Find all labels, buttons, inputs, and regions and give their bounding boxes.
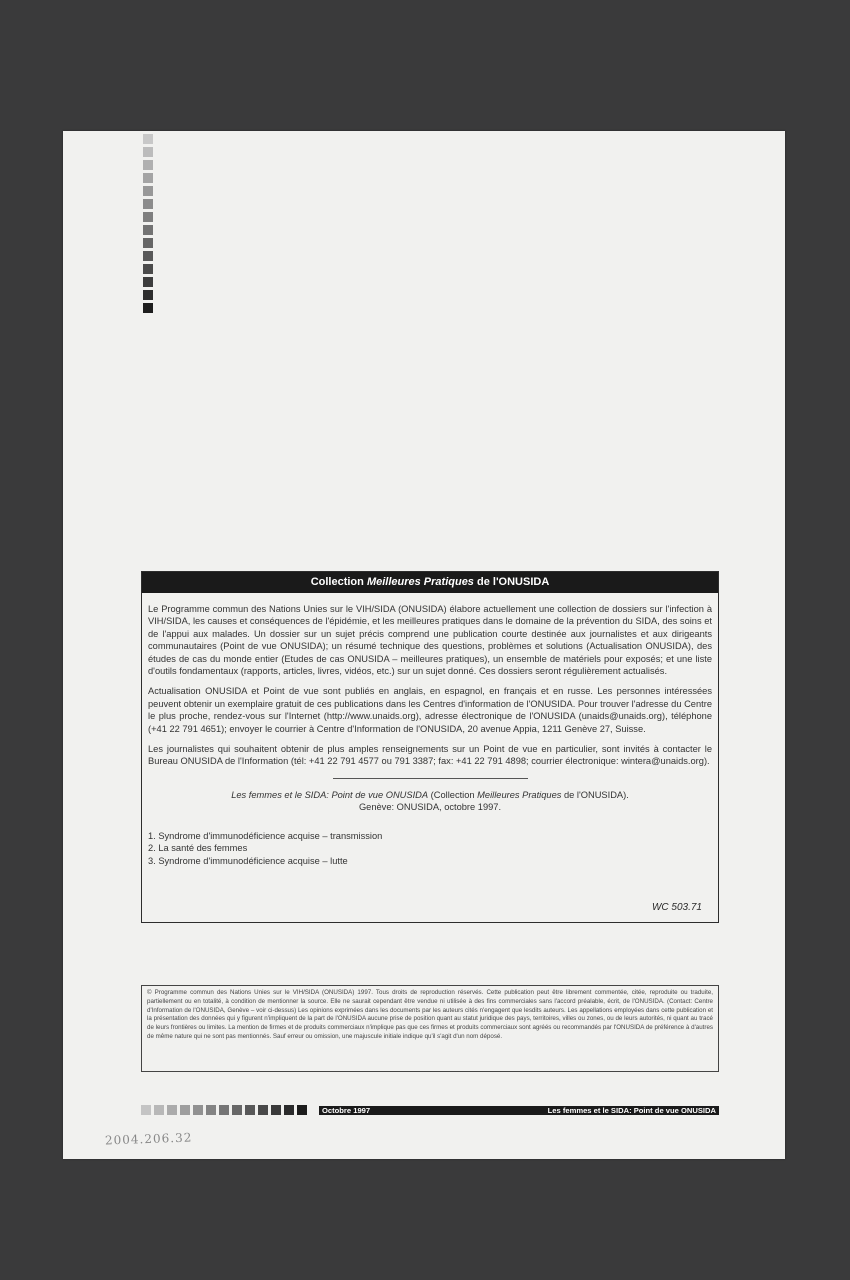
classification-code: WC 503.71 [651,902,702,913]
gray-swatch [143,147,153,157]
gray-swatch [232,1105,242,1115]
gray-swatch [219,1105,229,1115]
collection-paragraph-3: Les journalistes qui souhaitent obtenir de plus amples renseignements sur un Point de vue en particulier, sont invités à contacter le Bureau ONUSIDA de l'Information (tél: +41 22 791 4577 ou 791 3387; fax: +41 22 791 4898; courrier électronique: wintera@unaids.org). [148,744,712,767]
collection-box [141,571,719,923]
gray-swatch [206,1105,216,1115]
gray-swatch [143,199,153,209]
gray-swatch [143,303,153,313]
gray-swatch [143,173,153,183]
grayscale-bar-horizontal [141,1105,310,1115]
gray-swatch [284,1105,294,1115]
grayscale-bar-vertical [143,134,153,316]
gray-swatch [193,1105,203,1115]
collection-header: Collection Meilleures Pratiques de l'ONUSIDA [142,572,718,593]
gray-swatch [143,251,153,261]
handwritten-accession-number: 2004.206.32 [104,1130,193,1148]
gray-swatch [180,1105,190,1115]
page-footer [141,1105,719,1115]
gray-swatch [297,1105,307,1115]
gray-swatch [154,1105,164,1115]
citation: Les femmes et le SIDA: Point de vue ONUSIDA (Collection Meilleures Pratiques de l'ONUSIDA). Genève: ONUSIDA, octobre 1997. [231,789,629,813]
gray-swatch [245,1105,255,1115]
subject-item: 2. La santé des femmes [148,843,248,854]
gray-swatch [143,134,153,144]
document-page [63,131,785,1159]
gray-swatch [143,212,153,222]
gray-swatch [143,225,153,235]
copyright-notice: © Programme commun des Nations Unies sur le VIH/SIDA (ONUSIDA) 1997. Tous droits de reproduction réservés. Cette publication peut être librement commentée, citée, reproduite ou traduite, partiellement ou en totalité, à condition de mentionner la source. Elle ne saurait cependant être vendue ni utilisée à des fins commerciales sans l'accord préalable, écrit, de l'ONUSIDA. (Contact: Centre d'Information de l'ONUSIDA, Genève – voir ci-dessus) Les opinions exprimées dans les documents par les auteurs cités n'engagent que lesdits auteurs. Les appellations employées dans cette publication et la présentation des données qui y figurent n'impliquent de la part de l'ONUSIDA aucune prise de position quant au statut juridique des pays, territoires, villes ou zones, ou de leurs autorités, ni quant au tracé de leurs frontières ou limites. La mention de firmes et de produits commerciaux n'implique pas que ces firmes et produits commerciaux sont agréés ou recommandés par l'ONUSIDA de préférence à d'autres de même nature qui ne sont pas mentionnés. Sauf erreur ou omission, une majuscule initiale indique qu'il s'agit d'un nom déposé. [141,985,719,1072]
gray-swatch [167,1105,177,1115]
footer-bar [319,1106,719,1115]
collection-paragraph-2: Actualisation ONUSIDA et Point de vue sont publiés en anglais, en espagnol, en français et en russe. Les personnes intéressées peuvent obtenir un exemplaire gratuit de ces publications dans les Centres d'information de l'ONUSIDA. Pour trouver l'adresse du Centre le plus proche, rendez-vous sur l'Internet (http://www.unaids.org), adresse électronique de l'ONUSIDA (unaids@unaids.org), téléphone (+41 22 791 4651); envoyer le courrier à Centre d'Information de l'ONUSIDA, 20 avenue Appia, 1211 Genève 27, Suisse. [148,686,712,734]
gray-swatch [143,160,153,170]
footer-date: Octobre 1997 [322,1106,371,1115]
gray-swatch [143,186,153,196]
subject-list [148,830,712,867]
gray-swatch [143,264,153,274]
collection-paragraph-1: Le Programme commun des Nations Unies sur le VIH/SIDA (ONUSIDA) élabore actuellement une collection de dossiers sur l'infection à VIH/SIDA, les causes et conséquences de l'épidémie, et les meilleures pratiques dans le domaine de la prévention du SIDA, des soins et de l'appui aux malades. Un dossier sur un sujet précis comprend une publication courte destinée aux journalistes et aux dirigeants communautaires (Point de vue ONUSIDA); un résumé technique des questions, problèmes et solutions (Actualisation ONUSIDA), des études de cas du monde entier (Etudes de cas ONUSIDA – meilleures pratiques), un ensemble de matériels pour exposés; et une liste d'outils fondamentaux (rapports, articles, livres, vidéos, etc.) sur un sujet donné. Ces dossiers seront régulièrement actualisés. [148,604,712,677]
divider [333,778,528,779]
gray-swatch [271,1105,281,1115]
gray-swatch [258,1105,268,1115]
gray-swatch [143,238,153,248]
footer-title: Les femmes et le SIDA: Point de vue ONUSIDA [547,1106,716,1115]
gray-swatch [141,1105,151,1115]
subject-item: 3. Syndrome d'immunodéficience acquise – lutte [148,855,348,866]
gray-swatch [143,290,153,300]
subject-item: 1. Syndrome d'immunodéficience acquise – transmission [148,830,383,841]
gray-swatch [143,277,153,287]
